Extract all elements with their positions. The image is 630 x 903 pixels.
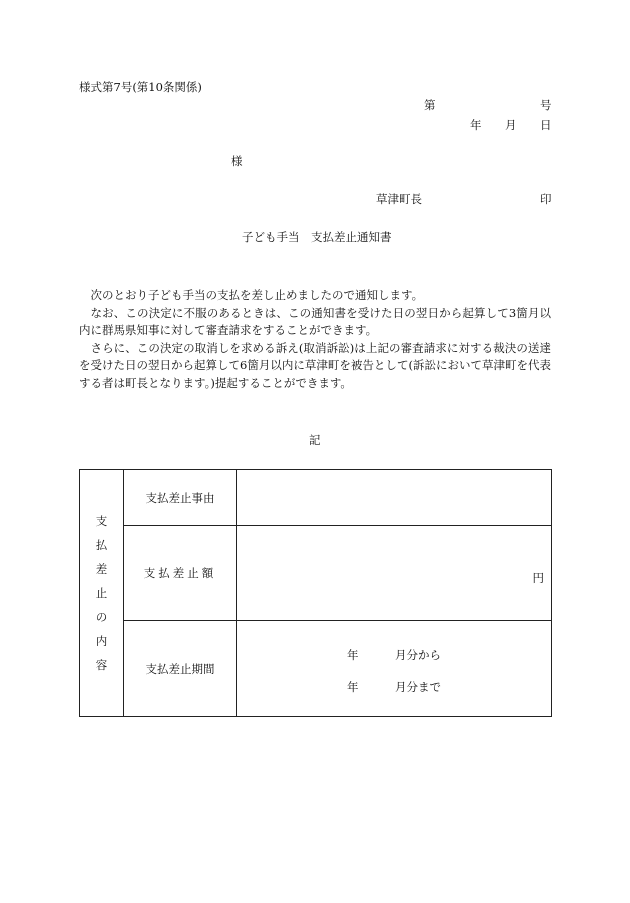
details-table	[79, 469, 552, 717]
issuer-name: 草津町長	[376, 192, 422, 206]
amount-value	[237, 526, 552, 621]
date-month: 月	[505, 118, 517, 132]
period-label: 支払差止期間	[124, 621, 237, 717]
period-from-month: 月分から	[395, 648, 441, 662]
side-char: 払	[95, 538, 108, 552]
body-text	[79, 287, 551, 392]
side-char: の	[95, 610, 108, 624]
number-prefix: 第	[424, 98, 436, 112]
side-label	[80, 470, 124, 717]
amount-label: 支払差止額	[124, 526, 237, 621]
side-char: 容	[95, 658, 108, 672]
period-to-month: 月分まで	[395, 680, 441, 694]
number-suffix: 号	[540, 98, 552, 112]
side-char: 差	[95, 562, 108, 576]
document-title: 子ども手当 支払差止通知書	[242, 230, 392, 244]
period-value	[237, 621, 552, 717]
body-paragraph-1: 次のとおり子ども手当の支払を差し止めましたので通知します。	[90, 288, 424, 302]
addressee-suffix: 様	[231, 154, 243, 168]
period-from-year: 年	[347, 648, 359, 662]
period-to-year: 年	[347, 680, 359, 694]
side-char: 止	[95, 586, 108, 600]
date-year: 年	[470, 118, 482, 132]
yen-unit: 円	[532, 571, 544, 585]
reason-label: 支払差止事由	[124, 470, 237, 526]
reason-value	[237, 470, 552, 526]
side-char: 内	[95, 634, 108, 648]
form-number: 様式第7号(第10条関係)	[79, 80, 202, 94]
side-char: 支	[95, 514, 108, 528]
date-day: 日	[540, 118, 552, 132]
body-paragraph-2: なお、この決定に不服のあるときは、この通知書を受けた日の翌日から起算して3箇月以内に群馬県知事に対して審査請求をすることができます。	[79, 305, 551, 337]
ki-heading: 記	[309, 433, 321, 447]
seal-mark: 印	[540, 192, 552, 206]
body-paragraph-3: さらに、この決定の取消しを求める訴え(取消訴訟)は上記の審査請求に対する裁決の送達を受けた日の翌日から起算して6箇月以内に草津町を被告として(訴訟において草津町を代表する者は町長となります。)提起することができます。	[79, 340, 551, 390]
